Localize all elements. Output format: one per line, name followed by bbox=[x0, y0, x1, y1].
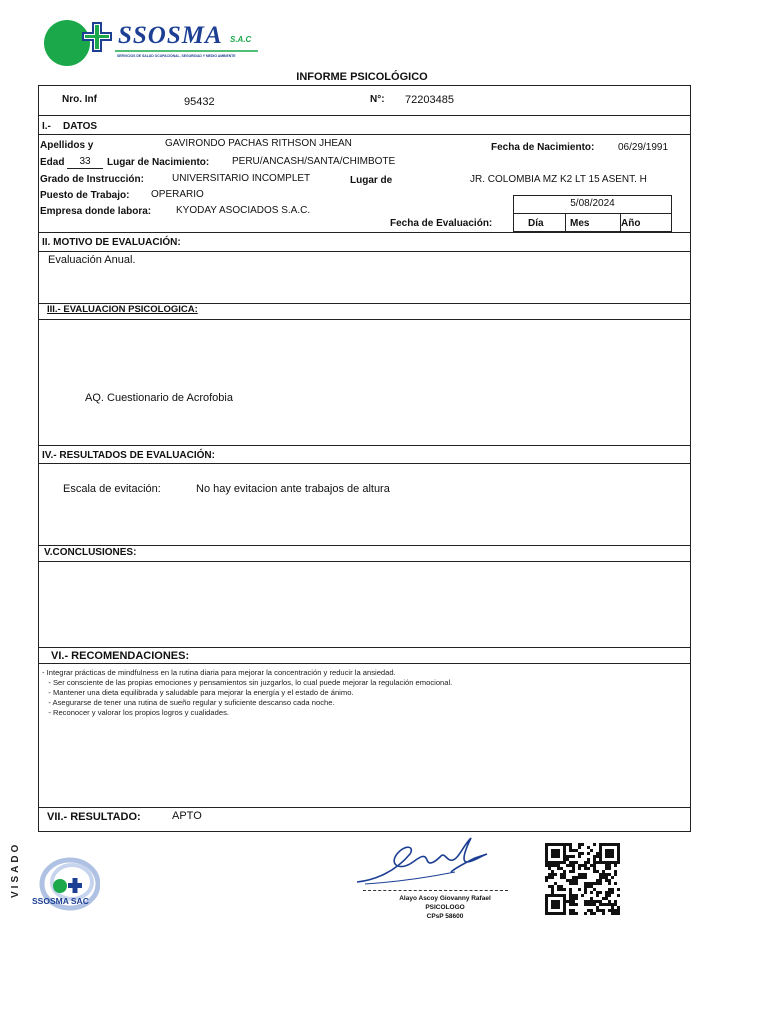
signer-title: PSICOLOGO bbox=[425, 904, 465, 911]
logo-tagline: SERVICIOS DE SALUD OCUPACIONAL, SEGURIDAD Y MEDIO AMBIENTE bbox=[117, 54, 236, 58]
grado-instruccion-value: UNIVERSITARIO INCOMPLET bbox=[172, 173, 311, 184]
resultado-value: APTO bbox=[172, 810, 202, 822]
puesto-trabajo-label: Puesto de Trabajo: bbox=[40, 190, 130, 201]
grado-instruccion-label: Grado de Instrucción: bbox=[40, 174, 144, 185]
visado-stamp bbox=[26, 850, 100, 914]
escala-evitacion-value: No hay evitacion ante trabajos de altura bbox=[196, 483, 390, 495]
puesto-trabajo-value: OPERARIO bbox=[151, 189, 204, 200]
recomendaciones-list bbox=[42, 668, 682, 718]
mes-label: Mes bbox=[570, 218, 590, 229]
list-item: - Integrar prácticas de mindfulness en la rutina diaria para mejorar la concentración y reducir la ansiedad. bbox=[42, 668, 396, 677]
qr-code-icon bbox=[545, 843, 620, 915]
list-item: - Asegurarse de tener una rutina de sueño regular y suficiente descanso cada noche. bbox=[42, 698, 335, 707]
section-1-title: DATOS bbox=[63, 121, 98, 132]
n-label: N°: bbox=[370, 94, 385, 105]
motivo-text: Evaluación Anual. bbox=[48, 254, 136, 266]
list-item: - Mantener una dieta equilibrada y saludable para mejorar la energía y el estado de ánimo. bbox=[42, 688, 354, 697]
apellidos-label: Apellidos y bbox=[40, 140, 94, 151]
section-1-number: I.- bbox=[42, 121, 51, 132]
fecha-evaluacion-label: Fecha de Evaluación: bbox=[390, 218, 493, 229]
list-item: - Reconocer y valorar los propios logros y cualidades. bbox=[42, 708, 229, 717]
logo-suffix: S.A.C bbox=[230, 35, 252, 44]
stamp-brand: SSOSMA SAC bbox=[32, 896, 89, 906]
edad-value: 33 bbox=[67, 156, 103, 169]
signer-id: CPsP 58600 bbox=[426, 913, 464, 920]
fecha-nacimiento-value: 06/29/1991 bbox=[618, 142, 669, 153]
escala-evitacion-label: Escala de evitación: bbox=[63, 483, 161, 495]
dia-label: Día bbox=[528, 218, 544, 229]
n-value: 72203485 bbox=[405, 94, 454, 106]
anio-label: Año bbox=[621, 218, 641, 229]
conclusiones-title: V.CONCLUSIONES: bbox=[44, 547, 137, 558]
signature-icon bbox=[355, 832, 515, 892]
lugar-residencia-label: Lugar de bbox=[350, 175, 393, 186]
list-item: - Ser consciente de las propias emociones y pensamientos sin juzgarlos, lo cual puede mejorar la regulación emocional. bbox=[42, 678, 453, 687]
lugar-residencia-value: JR. COLOMBIA MZ K2 LT 15 ASENT. H bbox=[470, 174, 647, 185]
apellidos-value: GAVIRONDO PACHAS RITHSON JHEAN bbox=[165, 138, 352, 149]
lugar-nacimiento-label: Lugar de Nacimiento: bbox=[107, 157, 210, 168]
lugar-nacimiento-value: PERU/ANCASH/SANTA/CHIMBOTE bbox=[232, 156, 396, 167]
edad-label: Edad bbox=[40, 157, 65, 168]
visado-label: VISADO bbox=[10, 841, 21, 898]
evaluacion-title: III.- EVALUACION PSICOLOGICA: bbox=[47, 304, 198, 315]
empresa-value: KYODAY ASOCIADOS S.A.C. bbox=[176, 205, 311, 216]
company-logo bbox=[40, 18, 262, 68]
fecha-evaluacion-value: 5/08/2024 bbox=[570, 198, 615, 209]
logo-brand: SSOSMA bbox=[118, 22, 223, 49]
resultado-title: VII.- RESULTADO: bbox=[47, 811, 141, 823]
recomendaciones-title: VI.- RECOMENDACIONES: bbox=[51, 650, 190, 662]
empresa-label: Empresa donde labora: bbox=[40, 206, 152, 217]
nro-inf-label: Nro. Inf bbox=[62, 94, 97, 105]
nro-inf-value: 95432 bbox=[184, 96, 215, 108]
evaluacion-text: AQ. Cuestionario de Acrofobia bbox=[85, 392, 233, 404]
fecha-nacimiento-label: Fecha de Nacimiento: bbox=[491, 142, 595, 153]
document-title: INFORME PSICOLÓGICO bbox=[296, 71, 428, 83]
motivo-title: II. MOTIVO DE EVALUACIÓN: bbox=[42, 237, 181, 248]
signature bbox=[355, 832, 515, 892]
resultados-title: IV.- RESULTADOS DE EVALUACIÓN: bbox=[42, 450, 215, 461]
signer-name: Alayo Ascoy Giovanny Rafael bbox=[399, 895, 491, 902]
